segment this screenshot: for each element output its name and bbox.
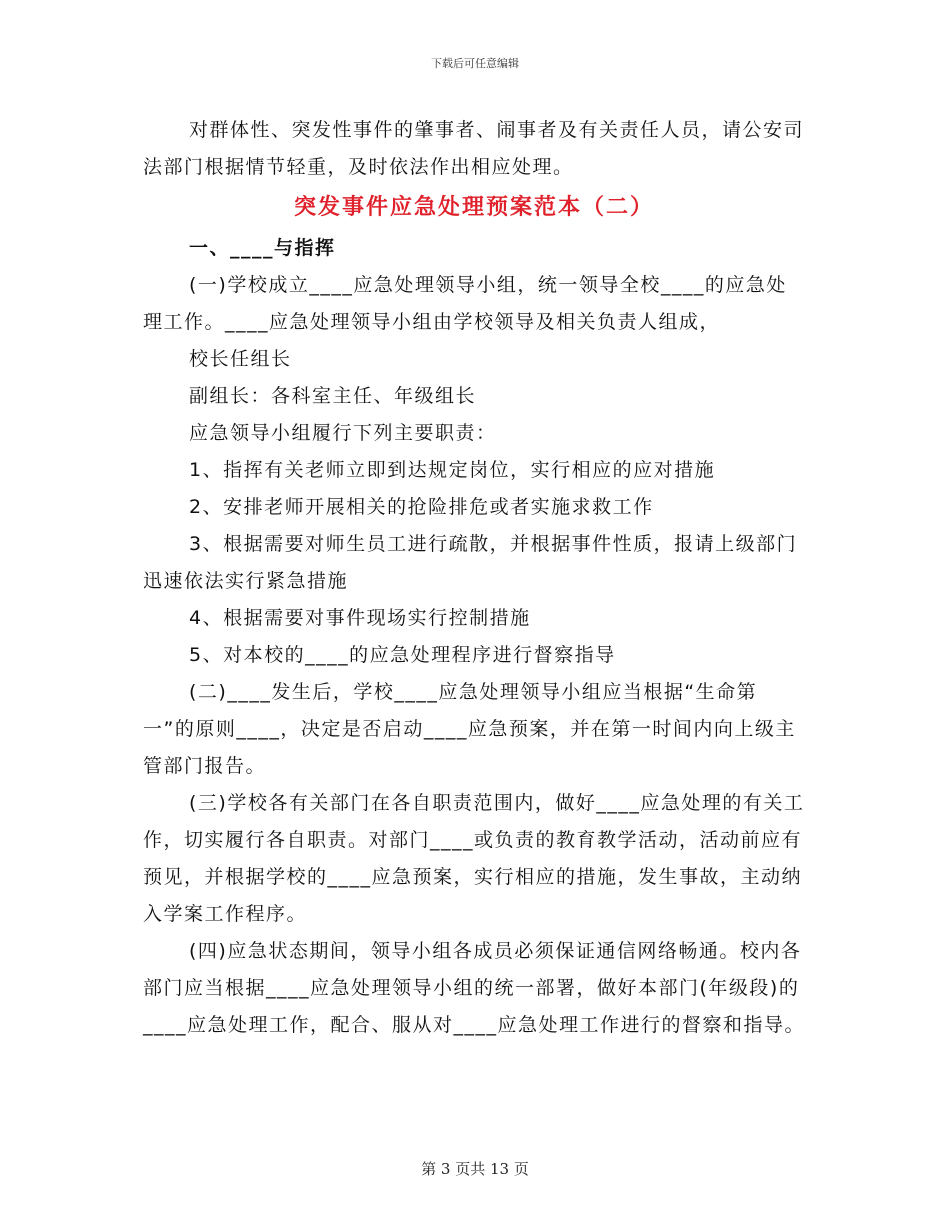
- duty-item-1: 1、指挥有关老师立即到达规定岗位，实行相应的应对措施: [189, 459, 716, 481]
- duty-item-2: 2、安排老师开展相关的抢险排危或者实施求救工作: [189, 496, 654, 518]
- section-heading: 一、____与指挥: [189, 237, 336, 259]
- page-number: 第 3 页共 13 页: [421, 1160, 529, 1178]
- duty-item-3: 3、根据需要对师生员工进行疏散，并根据事件性质，报请上级部门迅速依法实行紧急措施: [143, 533, 798, 592]
- document-title: 突发事件应急处理预案范本（二）: [293, 195, 654, 220]
- paragraph-1: (一)学校成立____应急处理领导小组，统一领导全校____的应急处理工作。____应急处理领导小组由学校领导及相关负责人组成，: [143, 274, 787, 333]
- duty-item-5: 5、对本校的____的应急处理程序进行督察指导: [189, 644, 616, 666]
- paragraph-2-section: (二)____发生后，学校____应急处理领导小组应当根据“生命第一”的原则____，决定是否启动____应急预案，并在第一时间内向上级主管部门报告。: [143, 681, 796, 777]
- intro-paragraph: 对群体性、突发性事件的肇事者、闹事者及有关责任人员，请公安司法部门根据情节轻重，及时依法作出相应处理。: [143, 119, 805, 178]
- paragraph-4: 应急领导小组履行下列主要职责：: [189, 422, 497, 444]
- paragraph-3-section: (三)学校各有关部门在各自职责范围内，做好____应急处理的有关工作，切实履行各自职责。对部门____或负责的教育教学活动，活动前应有预见，并根据学校的____应急预案，实行相应的措施，发生事故，主动纳入学案工作程序。: [143, 792, 805, 925]
- duty-item-4: 4、根据需要对事件现场实行控制措施: [189, 607, 531, 629]
- paragraph-2: 校长任组长: [189, 348, 292, 370]
- header-note: 下载后可任意编辑: [431, 57, 519, 70]
- document-body: [143, 112, 805, 1044]
- paragraph-4-section: (四)应急状态期间，领导小组各成员必须保证通信网络畅通。校内各部门应当根据____应急处理领导小组的统一部署，做好本部门(年级段)的____应急处理工作，配合、服从对____应急处理工作进行的督察和指导。: [143, 940, 806, 1036]
- paragraph-3: 副组长：各科室主任、年级组长: [189, 385, 477, 407]
